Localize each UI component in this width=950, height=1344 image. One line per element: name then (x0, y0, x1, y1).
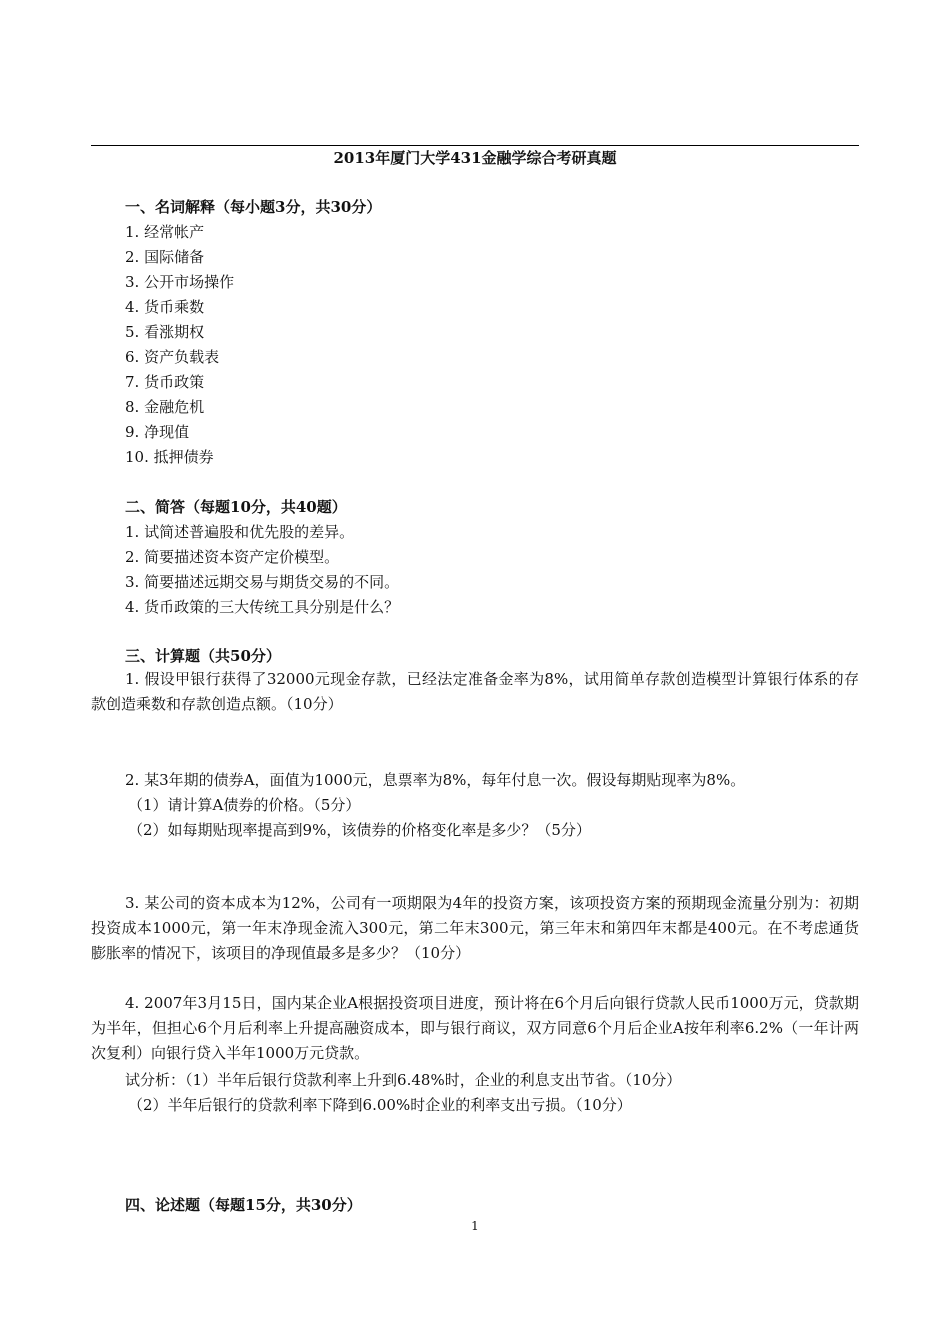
term-item: 1. 经常帐产 (125, 223, 205, 241)
term-item: 2. 国际储备 (125, 248, 205, 266)
term-item: 9. 净现值 (125, 423, 190, 441)
header-rule (91, 145, 859, 146)
question-item: 1. 试简述普遍股和优先股的差异。 (125, 523, 355, 541)
document-title: 2013年厦门大学431金融学综合考研真题 (333, 149, 617, 167)
calc-question-2-stem: 2. 某3年期的债券A，面值为1000元，息票率为8%，每年付息一次。假设每期贴现率为8%。 (125, 771, 746, 789)
question-item: 3. 简要描述远期交易与期货交易的不同。 (125, 573, 400, 591)
term-item: 10. 抵押债券 (125, 448, 214, 466)
term-item: 6. 资产负载表 (125, 348, 220, 366)
term-item: 8. 金融危机 (125, 398, 205, 416)
calc-question-1: 1. 假设甲银行获得了32000元现金存款，已经法定准备金率为8%，试用简单存款创造模型计算银行体系的存款创造乘数和存款创造点额。（10分） (91, 670, 859, 713)
section-2-heading: 二、简答（每题10分，共40题） (125, 498, 347, 516)
term-item: 3. 公开市场操作 (125, 273, 235, 291)
calc-question-4-part-1: 试分析：（1）半年后银行贷款利率上升到6.48%时，企业的利息支出节省。（10分） (125, 1071, 682, 1089)
section-4-heading: 四、论述题（每题15分，共30分） (125, 1196, 362, 1214)
calc-question-4-stem: 4. 2007年3月15日，国内某企业A根据投资项目进度，预计将在6个月后向银行贷款人民币1000万元，贷款期为半年，但担心6个月后利率上升提高融资成本，即与银行商议，双方同意6个月后企业A按年利率6.2%（一年计两次复利）向银行贷入半年1000万元贷款。 (91, 994, 859, 1062)
term-item: 7. 货币政策 (125, 373, 205, 391)
term-item: 5. 看涨期权 (125, 323, 205, 341)
calc-question-4-part-2: （2）半年后银行的贷款利率下降到6.00%时企业的利率支出亏损。（10分） (128, 1096, 632, 1114)
question-item: 2. 简要描述资本资产定价模型。 (125, 548, 340, 566)
calc-question-3: 3. 某公司的资本成本为12%，公司有一项期限为4年的投资方案，该项投资方案的预期现金流量分别为：初期投资成本1000元，第一年末净现金流入300元，第二年末300元，第三年末和第四年末都是400元。在不考虑通货膨胀率的情况下，该项目的净现值最多是多少？（10分） (91, 894, 859, 962)
calc-question-2-part-1: （1）请计算A债券的价格。（5分） (128, 796, 361, 814)
section-3-heading: 三、计算题（共50分） (125, 647, 281, 665)
question-item: 4. 货币政策的三大传统工具分别是什么？ (125, 598, 400, 616)
calc-question-2-part-2: （2）如每期贴现率提高到9%，该债券的价格变化率是多少？（5分） (128, 821, 591, 839)
term-item: 4. 货币乘数 (125, 298, 205, 316)
section-1-heading: 一、名词解释（每小题3分，共30分） (125, 198, 382, 216)
page-number: 1 (471, 1219, 479, 1233)
